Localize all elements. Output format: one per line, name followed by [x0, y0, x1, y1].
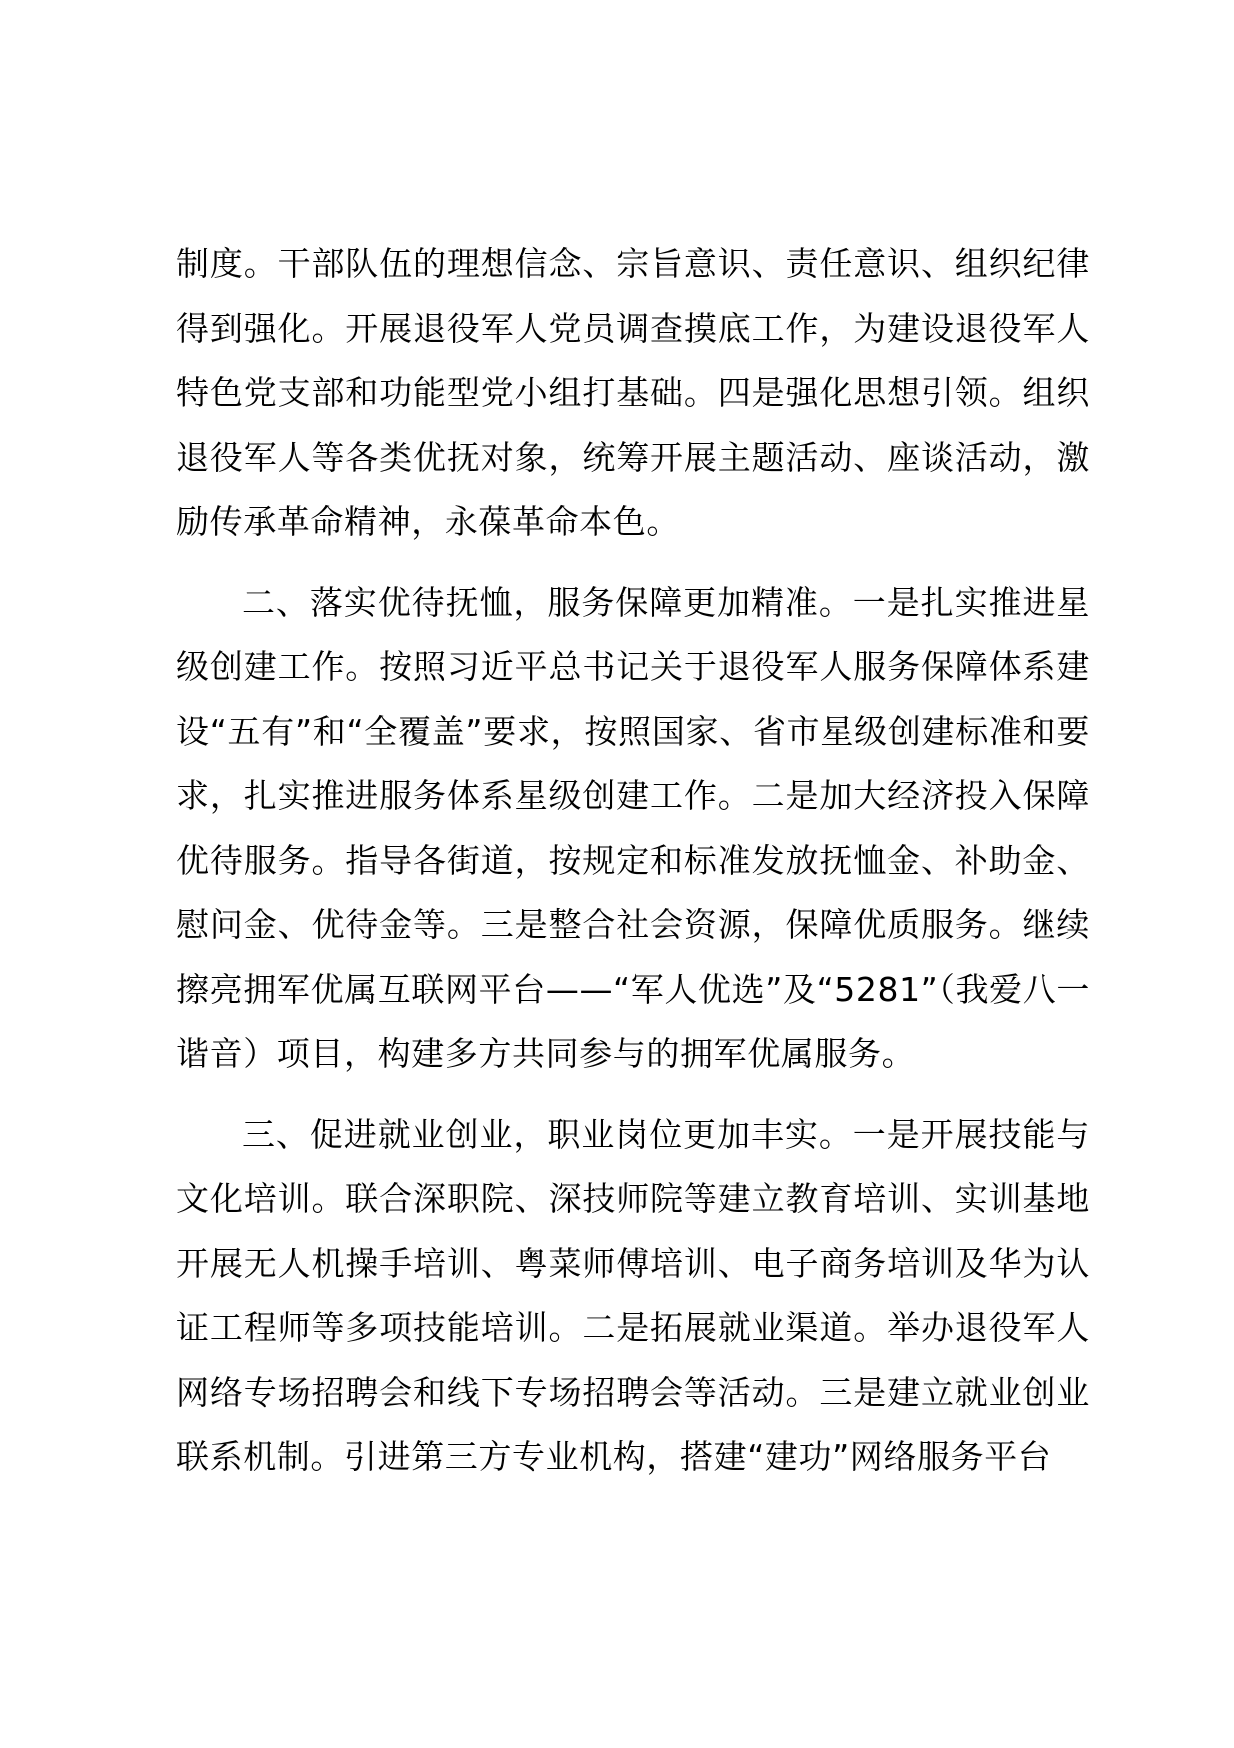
document-page: [176, 232, 1090, 1490]
paragraph-section-two: 二、落实优待抚恤，服务保障更加精准。一是扎实推进星级创建工作。按照习近平总书记关于退役军人服务保障体系建设“五有”和“全覆盖”要求，按照国家、省市星级创建标准和要求，扎实推进服务体系星级创建工作。二是加大经济投入保障优待服务。指导各街道，按规定和标准发放抚恤金、补助金、慰问金、优待金等。三是整合社会资源，保障优质服务。继续擦亮拥军优属互联网平台——“军人优选”及“5281”（我爱八一谐音）项目，构建多方共同参与的拥军优属服务。: [176, 582, 1090, 1073]
paragraph-continuation: 制度。干部队伍的理想信念、宗旨意识、责任意识、组织纪律得到强化。开展退役军人党员调查摸底工作，为建设退役军人特色党支部和功能型党小组打基础。四是强化思想引领。组织退役军人等各类优抚对象，统筹开展主题活动、座谈活动，激励传承革命精神，永葆革命本色。: [176, 244, 1090, 541]
paragraph-section-three: 三、促进就业创业，职业岗位更加丰实。一是开展技能与文化培训。联合深职院、深技师院等建立教育培训、实训基地开展无人机操手培训、粤菜师傅培训、电子商务培训及华为认证工程师等多项技能培训。二是拓展就业渠道。举办退役军人网络专场招聘会和线下专场招聘会等活动。三是建立就业创业联系机制。引进第三方专业机构，搭建“建功”网络服务平台: [176, 1114, 1090, 1476]
